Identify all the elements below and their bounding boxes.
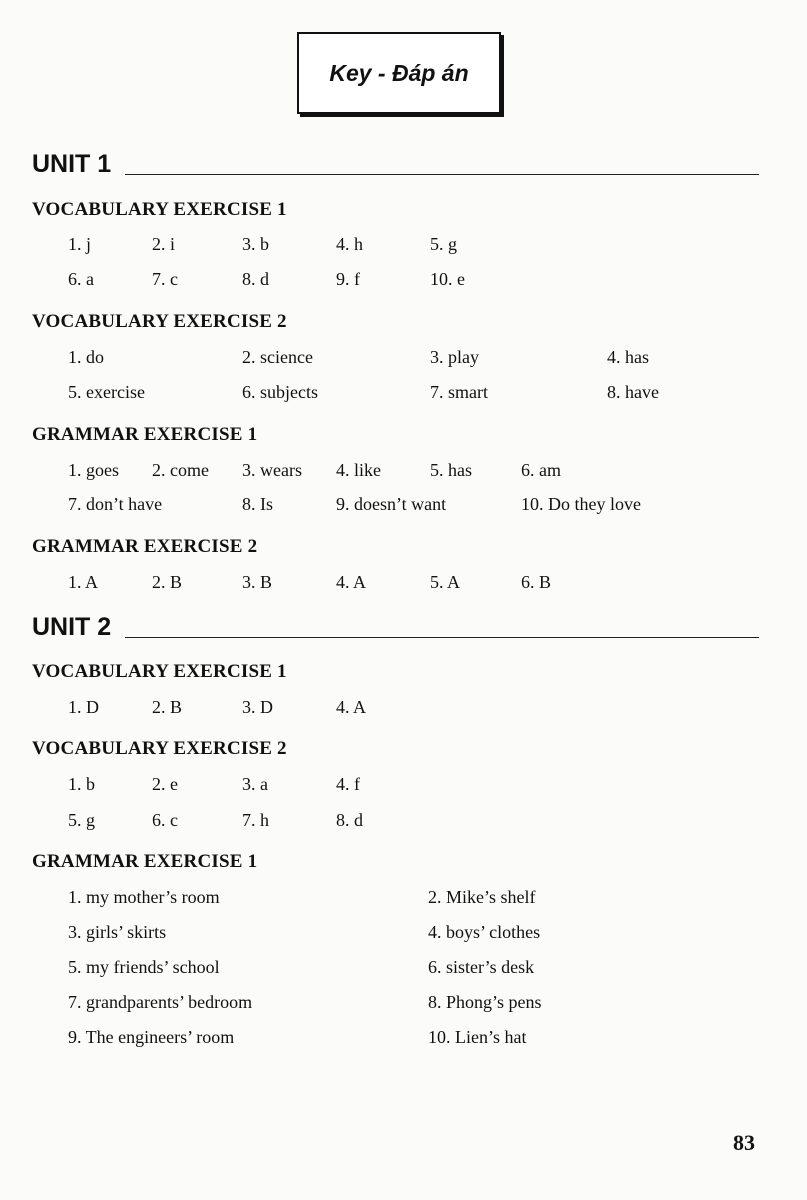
answer-item: 1. A	[68, 572, 99, 592]
answer-item: 7. don’t have	[68, 494, 163, 514]
answer-item: 3. girls’ skirts	[68, 922, 167, 942]
answer-item: 2. science	[242, 347, 313, 367]
section-title: VOCABULARY EXERCISE 1	[32, 661, 287, 682]
answer-item: 2. Mike’s shelf	[428, 887, 536, 907]
answer-item: 1. D	[68, 697, 99, 717]
answer-item: 3. b	[242, 234, 269, 254]
answer-item: 5. g	[68, 810, 95, 830]
answer-key-title-box	[297, 32, 501, 114]
unit-title: UNIT 2	[32, 613, 112, 641]
answer-item: 7. c	[152, 269, 178, 289]
answer-item: 1. j	[68, 234, 92, 254]
answer-item: 9. The engineers’ room	[68, 1027, 235, 1047]
answer-item: 8. Phong’s pens	[428, 992, 542, 1012]
answer-item: 4. f	[336, 774, 360, 794]
answer-item: 1. goes	[68, 460, 119, 480]
answer-item: 4. A	[336, 572, 367, 592]
unit-1-heading	[32, 150, 759, 179]
answer-item: 2. e	[152, 774, 178, 794]
answer-item: 5. has	[430, 460, 472, 480]
section-title: VOCABULARY EXERCISE 2	[32, 738, 287, 759]
section-title: VOCABULARY EXERCISE 2	[32, 311, 287, 332]
answer-item: 6. sister’s desk	[428, 957, 535, 977]
answer-item: 3. B	[242, 572, 273, 592]
answer-item: 5. my friends’ school	[68, 957, 220, 977]
answer-item: 3. D	[242, 697, 273, 717]
answer-item: 7. smart	[430, 382, 488, 402]
answer-item: 5. A	[430, 572, 461, 592]
answer-item: 7. grandparents’ bedroom	[68, 992, 253, 1012]
answer-item: 10. Lien’s hat	[428, 1027, 527, 1047]
answer-item: 1. my mother’s room	[68, 887, 220, 907]
answer-item: 8. d	[242, 269, 269, 289]
answer-item: 5. exercise	[68, 382, 145, 402]
answer-item: 1. do	[68, 347, 104, 367]
unit-divider-line	[125, 174, 759, 175]
answer-item: 9. f	[336, 269, 360, 289]
section-title: GRAMMAR EXERCISE 2	[32, 536, 258, 557]
answer-item: 1. b	[68, 774, 95, 794]
answer-item: 3. play	[430, 347, 479, 367]
answer-item: 2. i	[152, 234, 176, 254]
answer-item: 7. h	[242, 810, 269, 830]
answer-item: 8. d	[336, 810, 363, 830]
section-title: GRAMMAR EXERCISE 1	[32, 424, 258, 445]
section-title: VOCABULARY EXERCISE 1	[32, 199, 287, 220]
answer-key-title: Key - Đáp án	[329, 59, 469, 86]
section-title: GRAMMAR EXERCISE 1	[32, 851, 258, 872]
unit-divider-line	[125, 637, 759, 638]
answer-item: 4. boys’ clothes	[428, 922, 541, 942]
answer-item: 4. like	[336, 460, 381, 480]
answer-item: 6. am	[521, 460, 561, 480]
answer-item: 6. subjects	[242, 382, 318, 402]
answer-item: 8. Is	[242, 494, 273, 514]
answer-item: 10. Do they love	[521, 494, 641, 514]
answer-item: 8. have	[607, 382, 659, 402]
answer-item: 2. come	[152, 460, 209, 480]
answer-item: 6. a	[68, 269, 94, 289]
answer-item: 2. B	[152, 697, 183, 717]
unit-2-heading	[32, 613, 759, 642]
answer-item: 4. h	[336, 234, 363, 254]
answer-item: 3. wears	[242, 460, 302, 480]
unit-title: UNIT 1	[32, 150, 112, 178]
answer-item: 3. a	[242, 774, 268, 794]
answer-item: 4. has	[607, 347, 649, 367]
answer-item: 6. B	[521, 572, 552, 592]
answer-item: 2. B	[152, 572, 183, 592]
answer-item: 5. g	[430, 234, 457, 254]
page-number: 83	[733, 1130, 755, 1155]
answer-item: 6. c	[152, 810, 178, 830]
answer-item: 10. e	[430, 269, 465, 289]
answer-item: 4. A	[336, 697, 367, 717]
answer-item: 9. doesn’t want	[336, 494, 447, 514]
